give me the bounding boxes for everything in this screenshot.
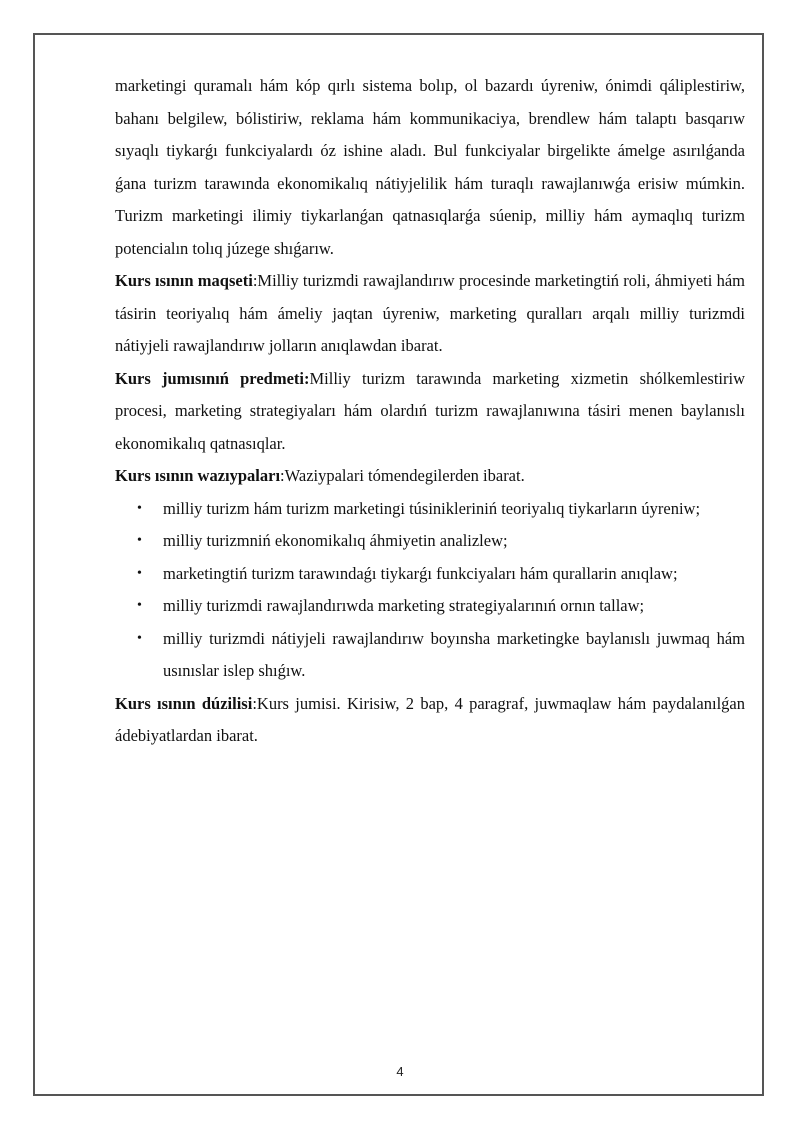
list-item bbox=[137, 558, 745, 591]
task-item-text: milliy turizmdi nátiyjeli rawajlandırıw boyınsha marketingke baylanıslı juwmaq hám usınıslar islep shıǵıw. bbox=[163, 628, 745, 680]
task-item-text: milliy turizm hám turizm marketingi túsinikleriniń teoriyalıq tiykarların úyreniw; bbox=[163, 498, 701, 518]
list-item bbox=[137, 493, 745, 526]
course-goal-text: :Milliy turizmdi rawajlandırıw procesinde marketingtiń roli, áhmiyeti hám tásirin teoriyalıq hám ámeliy jaqtan úyreniw, marketing quralları arqalı milliy turizmdi nátiyjeli rawajlandırıw jolların anıqlawdan ibarat. bbox=[115, 271, 745, 355]
list-item bbox=[137, 525, 745, 558]
course-tasks-paragraph bbox=[115, 460, 745, 493]
bullet-icon: • bbox=[137, 500, 142, 516]
course-subject-label: Kurs jumısınıń predmeti: bbox=[115, 368, 310, 388]
course-subject-paragraph bbox=[115, 363, 745, 461]
course-structure-text: :Kurs jumisi. Kirisiw, 2 bap, 4 paragraf, juwmaqlaw hám paydalanılǵan ádebiyatlardan ibarat. bbox=[115, 693, 745, 745]
document-body bbox=[115, 70, 745, 753]
course-structure-label: Kurs ısının dúzilisi bbox=[115, 693, 253, 713]
bullet-icon: • bbox=[137, 598, 142, 613]
page-number: 4 bbox=[396, 1064, 404, 1079]
course-goal-paragraph bbox=[115, 265, 745, 363]
bullet-icon: • bbox=[137, 630, 142, 646]
task-list bbox=[115, 493, 745, 688]
course-subject-text: Milliy turizm tarawında marketing xizmetin shólkemlestiriw procesi, marketing strategiyaları hám olardıń turizm rawajlanıwına tásiri menen baylanıslı ekonomikalıq qatnasıqlar. bbox=[115, 368, 745, 453]
bullet-icon: • bbox=[137, 565, 142, 581]
course-tasks-label: Kurs ısının wazıypaları bbox=[115, 466, 281, 485]
course-goal-label: Kurs ısının maqseti bbox=[115, 271, 253, 290]
intro-paragraph: marketingi quramalı hám kóp qırlı sistema bolıp, ol bazardı úyreniw, ónimdi qáliplestiriw, bahanı belgilew, bólistiriw, reklama hám kommunikaciya, brendlew hám talaptı basqarıw sıyaqlı tiykarǵı funkciyalardı óz ishine aladı. Bul funkciyalar birgelikte ámelge asırılǵanda ǵana turizm tarawında ekonomikalıq nátiyjelilik hám turaqlı rawajlanıwǵa erisiw múmkin. Turizm marketingi ilimiy tiykarlanǵan qatnasıqlarǵa súenip, milliy hám aymaqlıq turizm potencialın tolıq júzege shıǵarıw. bbox=[115, 76, 745, 258]
course-structure-paragraph bbox=[115, 688, 745, 753]
task-item-text: milliy turizmdi rawajlandırıwda marketing strategiyalarınıń ornın tallaw; bbox=[163, 596, 645, 615]
list-item bbox=[137, 623, 745, 688]
task-item-text: milliy turizmniń ekonomikalıq áhmiyetin analizlew; bbox=[163, 531, 508, 550]
list-item bbox=[137, 590, 745, 623]
task-item-text: marketingtiń turizm tarawındaǵı tiykarǵı funkciyaları hám qurallarin anıqlaw; bbox=[163, 563, 678, 583]
bullet-icon: • bbox=[137, 533, 142, 548]
course-tasks-text: :Waziypalari tómendegilerden ibarat. bbox=[280, 466, 525, 485]
